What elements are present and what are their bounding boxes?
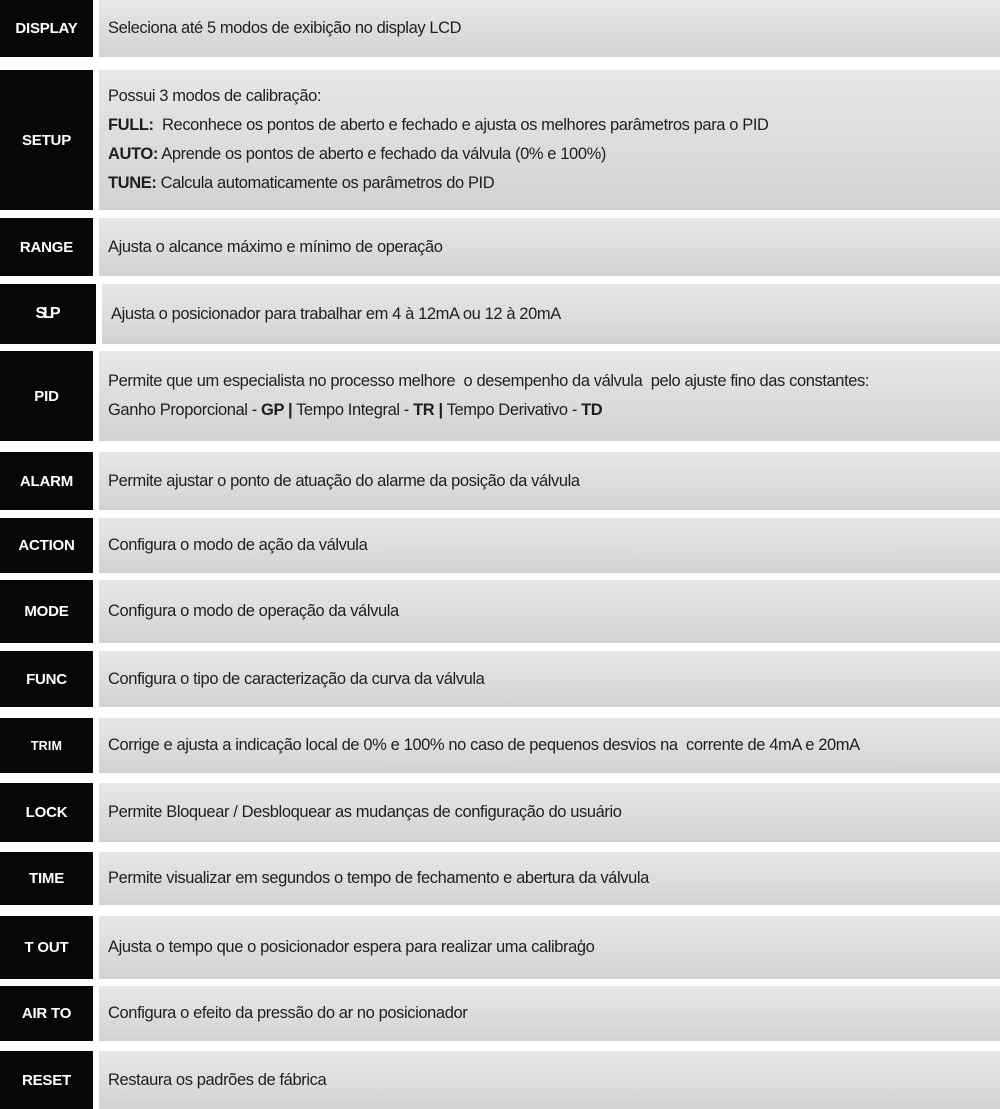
alarm-label: ALARM [0,452,93,510]
row-display [0,0,1000,57]
alarm-description [99,452,1000,510]
reset-label: RESET [0,1051,93,1109]
row-func [0,651,1000,707]
action-label: ACTION [0,518,93,573]
setup-line-tune: TUNE: Calcula automaticamente os parâmetros do PID [108,174,495,192]
reset-description-text: Restaura os padrões de fábrica [108,1070,327,1089]
func-description-text: Configura o tipo de caracterização da curva da válvula [108,669,485,688]
mode-label: MODE [0,580,93,643]
mode-description [99,580,1000,643]
setup-description [99,70,1000,210]
trim-description [99,718,1000,773]
air-to-description-text: Configura o efeito da pressão do ar no posicionador [108,1004,468,1022]
lock-description-text: Permite Bloquear / Desbloquear as mudanças de configuração do usuário [108,803,622,821]
slp-description-text: Ajusta o posicionador para trabalhar em 4 à 12mA ou 12 à 20mA [111,304,561,323]
time-description [99,852,1000,905]
setup-line-full: FULL: Reconhece os pontos de aberto e fechado e ajusta os melhores parâmetros para o PID [108,116,769,134]
pid-description [99,351,1000,441]
air-to-label: AIR TO [0,986,93,1041]
trim-description-text: Corrige e ajusta a indicação local de 0% e 100% no caso de pequenos desvios na corrente de 4mA e 20mA [108,736,860,754]
row-time [0,852,1000,905]
row-air-to [0,986,1000,1041]
reset-description [99,1051,1000,1109]
display-description [99,0,1000,57]
t-out-description-text: Ajusta o tempo que o posicionador espera para realizar uma calibraģo [108,938,595,956]
slp-label: SLP [0,284,96,344]
display-label: DISPLAY [0,0,93,57]
row-setup [0,70,1000,210]
setup-label: SETUP [0,70,93,210]
display-description-text: Seleciona até 5 modos de exibição no display LCD [108,19,462,37]
row-alarm [0,452,1000,510]
func-label: FUNC [0,651,93,707]
row-mode [0,580,1000,643]
row-trim [0,718,1000,773]
pid-line-constants: Ganho Proporcional - GP | Tempo Integral - TR | Tempo Derivativo - TD [108,401,603,419]
row-pid [0,351,1000,441]
slp-description [102,284,1000,344]
row-t-out [0,916,1000,979]
range-description [99,218,1000,276]
trim-label: TRIM [0,718,93,773]
action-description-text: Configura o modo de ação da válvula [108,536,368,554]
air-to-description [99,986,1000,1041]
action-description [99,518,1000,573]
range-label: RANGE [0,218,93,276]
setup-line-auto: AUTO: Aprende os pontos de aberto e fechado da válvula (0% e 100%) [108,145,606,163]
row-lock [0,783,1000,842]
time-label: TIME [0,852,93,905]
t-out-label: T OUT [0,916,93,979]
row-action [0,518,1000,573]
pid-label: PID [0,351,93,441]
mode-description-text: Configura o modo de operação da válvula [108,602,399,620]
row-slp [0,284,1000,344]
lock-label: LOCK [0,783,93,842]
row-range [0,218,1000,276]
alarm-description-text: Permite ajustar o ponto de atuação do alarme da posição da válvula [108,471,580,490]
range-description-text: Ajusta o alcance máximo e mínimo de operação [108,237,443,256]
func-description [99,651,1000,707]
lock-description [99,783,1000,842]
time-description-text: Permite visualizar em segundos o tempo de fechamento e abertura da válvula [108,869,649,887]
pid-line-intro: Permite que um especialista no processo melhore o desempenho da válvula pelo ajuste fino das constantes: [108,372,870,390]
t-out-description [99,916,1000,979]
setup-line-intro: Possui 3 modos de calibração: [108,87,322,105]
row-reset [0,1051,1000,1109]
